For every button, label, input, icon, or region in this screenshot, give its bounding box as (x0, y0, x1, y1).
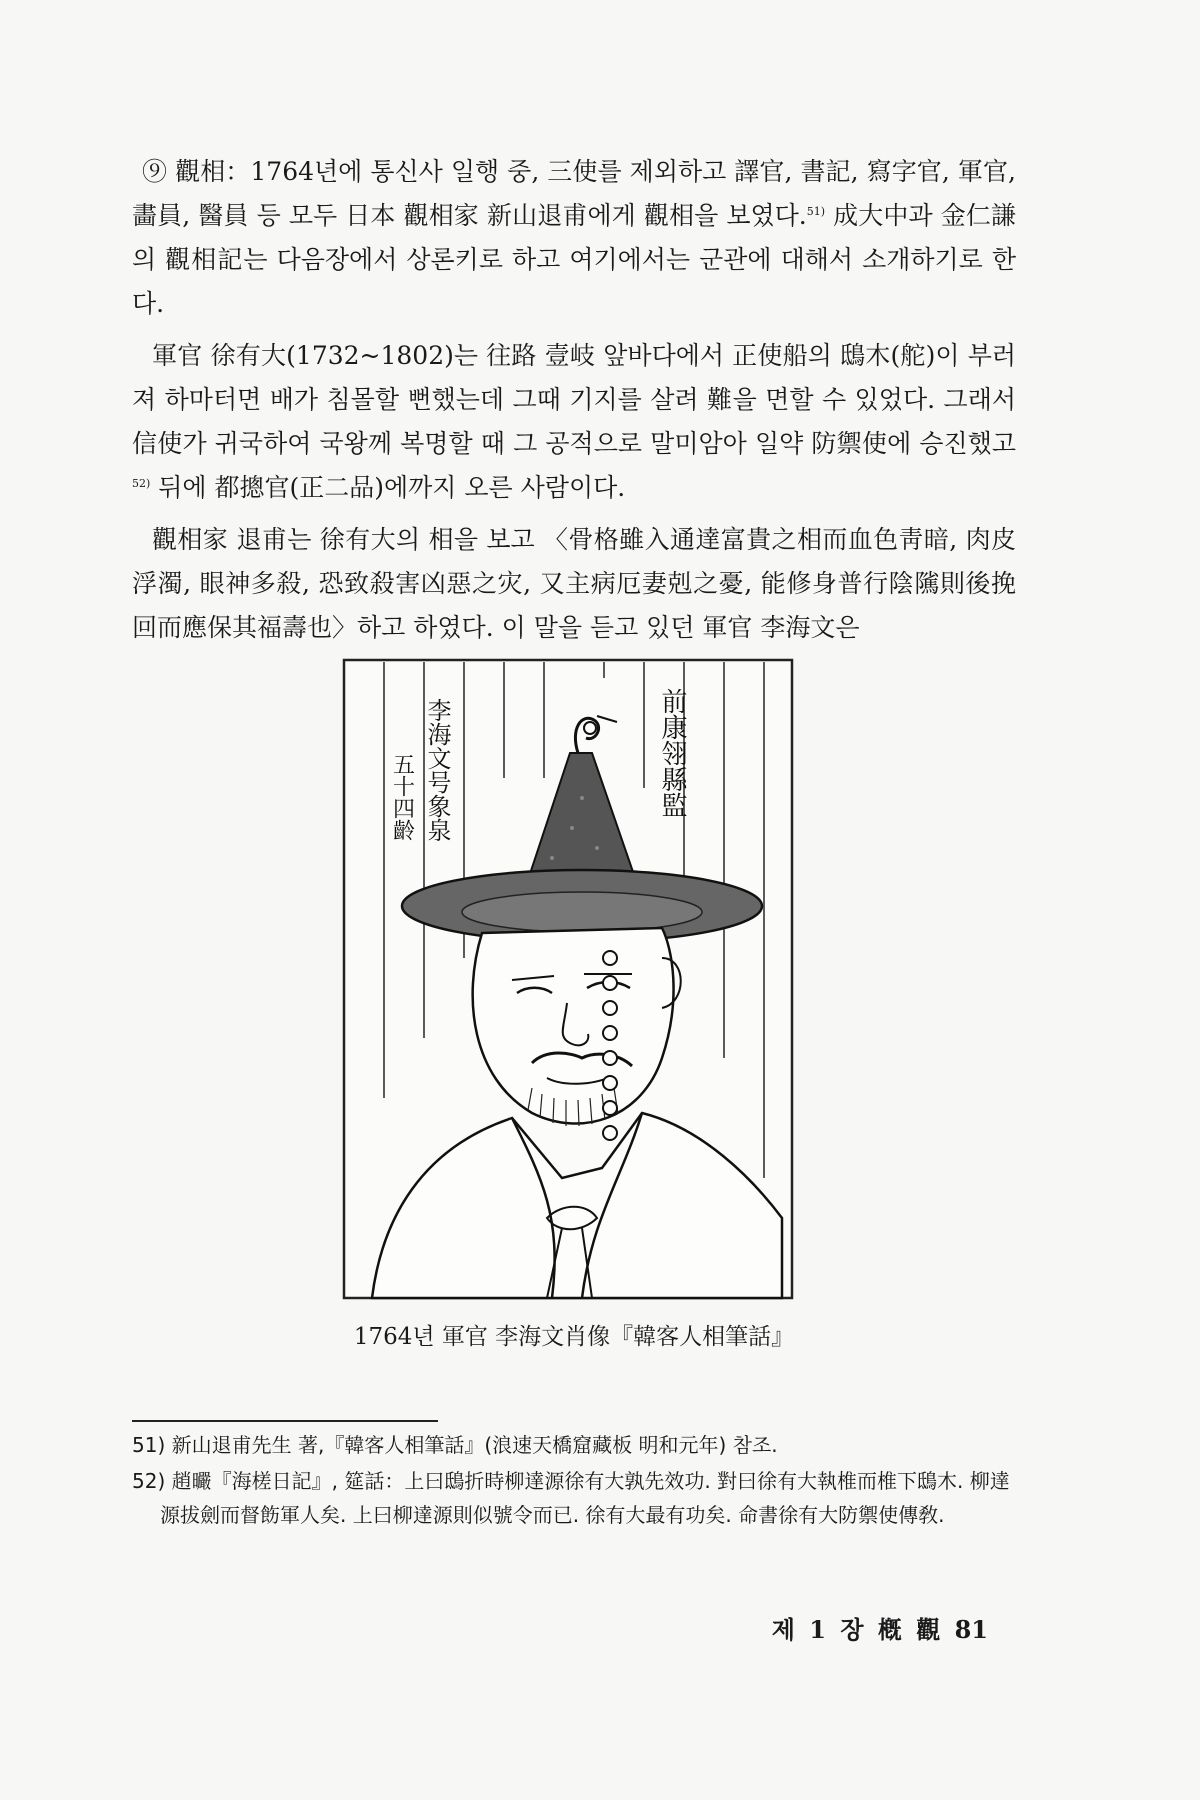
footnotes (132, 1428, 1022, 1534)
inscription-right: 前康翎縣監 (657, 688, 687, 818)
portrait-figure (342, 658, 794, 1300)
paragraph-1-text: ⑨ 觀相：1764년에 통신사 일행 중, 三使를 제외하고 譯官, 書記, 寫字官, 軍官, 畵員, 醫員 등 모두 日本 觀相家 新山退甫에게 觀相을 보였다. (132, 157, 1016, 230)
paragraph-1-tail: 成大中과 金仁謙의 觀相記는 다음장에서 상론키로 하고 여기에서는 군관에 대해서 소개하기로 한다. (132, 201, 1016, 318)
footnote-51: 51) 新山退甫先生 著,『韓客人相筆話』(浪速天橋窟藏板 明和元年) 참조. (132, 1433, 778, 1457)
paragraph-2-tail: 뒤에 都摠官(正二品)에까지 오른 사람이다. (158, 473, 626, 502)
body-text (132, 150, 1016, 658)
figure-caption: 1764년 軍官 李海文肖像『韓客人相筆話』 (353, 1324, 795, 1350)
inscription-middle: 李海文号象泉 (423, 698, 451, 842)
footer-title: 槪 觀 (877, 1615, 941, 1644)
footnote-divider (132, 1420, 438, 1422)
paragraph-2 (132, 334, 1016, 510)
paragraph-2-text: 軍官 徐有大(1732~1802)는 往路 壹岐 앞바다에서 正使船의 鴟木(舵)이 부러져 하마터면 배가 침몰할 뻔했는데 그때 기지를 살려 難을 면할 수 있었다. 그래서 信使가 귀국하여 국왕께 복명할 때 그 공적으로 말미암아 일약 防禦使에 승진했고 (132, 341, 1016, 458)
footnote-52: 52) 趙曮『海槎日記』, 筵話：上曰鴟折時柳達源徐有大孰先效功. 對曰徐有大執椎而椎下鴟木. 柳達源拔劍而督飭軍人矣. 上曰柳達源則似號令而已. 徐有大最有功矣. 命書徐有大防禦使傳敎. (132, 1469, 1010, 1527)
page-number: 81 (954, 1615, 988, 1644)
inscription-left: 五十四齡 (389, 753, 415, 841)
portrait-illustration (342, 658, 794, 1300)
paragraph-3: 觀相家 退甫는 徐有大의 相을 보고 〈骨格雖入通達富貴之相而血色靑暗, 肉皮浮濁, 眼神多殺, 恐致殺害凶惡之灾, 又主病厄妻剋之憂, 能修身普行陰隲則後挽回而應保其福壽也〉하고 하였다. 이 말을 듣고 있던 軍官 李海文은 (132, 525, 1016, 642)
footer-chapter: 제 1 장 (771, 1615, 864, 1644)
footnote-ref-51: 51) (806, 205, 826, 218)
footnote-ref-52: 52) (132, 477, 151, 490)
paragraph-1 (132, 150, 1016, 326)
page-footer (772, 1610, 988, 1645)
